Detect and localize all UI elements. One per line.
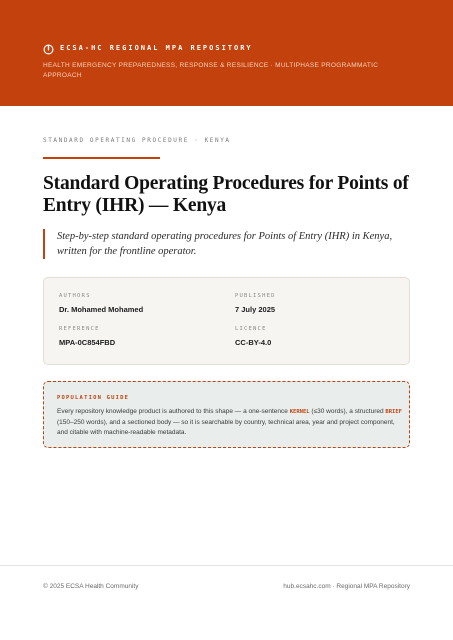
lede-summary: Step-by-step standard operating procedures for Points of Entry (IHR) in Kenya, written for the frontline operator. — [43, 229, 413, 259]
meta-authors-label: AUTHORS — [59, 293, 91, 299]
footer-divider — [0, 565, 453, 566]
meta-authors — [59, 293, 143, 314]
meta-published — [235, 293, 276, 314]
brand[interactable] — [43, 42, 253, 53]
guide-text — [57, 407, 402, 439]
meta-licence-label: LICENCE — [235, 326, 267, 332]
metadata-card — [43, 277, 410, 365]
power-icon — [43, 42, 54, 53]
footer-copyright: © 2025 ECSA Health Community — [43, 583, 139, 590]
page-title: Standard Operating Procedures for Points of Entry (IHR) — Kenya — [43, 173, 409, 216]
footer-site-link[interactable]: hub.ecsahc.com · Regional MPA Repository — [283, 583, 410, 590]
population-guide — [43, 381, 410, 448]
meta-licence-value: CC-BY-4.0 — [235, 338, 272, 347]
meta-published-label: PUBLISHED — [235, 293, 276, 299]
meta-published-value: 7 July 2025 — [235, 305, 276, 314]
keyword-brief: BRIEF — [385, 409, 402, 415]
keyword-kernel: KERNEL — [289, 409, 310, 415]
accent-rule — [43, 157, 160, 159]
guide-heading: POPULATION GUIDE — [57, 395, 130, 401]
guide-text-part: (150–250 words), and a sectioned body — so it is searchable by country, technical area, year and project component, and citable with machine-readable metadata. — [57, 418, 395, 436]
guide-text-part: Every repository knowledge product is authored to this shape — a one-sentence — [57, 408, 290, 415]
document-kicker: STANDARD OPERATING PROCEDURE · KENYA — [43, 137, 231, 144]
meta-reference — [59, 326, 115, 347]
meta-authors-value: Dr. Mohamed Mohamed — [59, 305, 144, 314]
meta-licence — [235, 326, 271, 347]
guide-text-part: (≤30 words), a structured — [309, 408, 386, 415]
meta-reference-label: REFERENCE — [59, 326, 100, 332]
header-banner — [0, 0, 453, 106]
meta-reference-value: MPA-0C854FBD — [59, 338, 116, 347]
brand-name: ECSA-HC REGIONAL MPA REPOSITORY — [60, 43, 253, 52]
programme-label: HEALTH EMERGENCY PREPAREDNESS, RESPONSE & RESILIENCE · MULTIPHASE PROGRAMMATIC APPROACH — [43, 62, 379, 79]
